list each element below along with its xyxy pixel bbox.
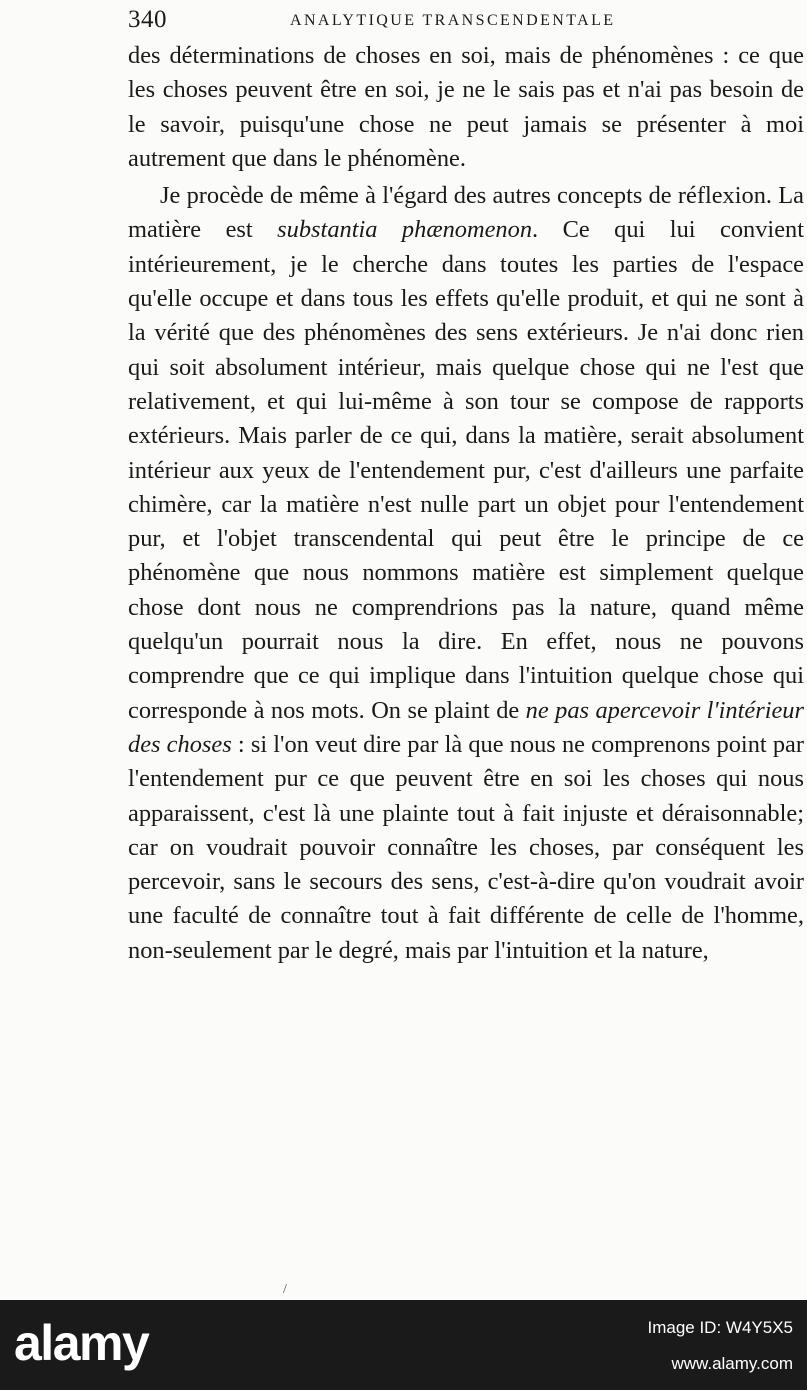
italic-substantia-phaenomenon: substantia phænomenon bbox=[277, 216, 533, 244]
italic-interieur-des-choses: ne pas apercevoir l'intérieur des choses bbox=[128, 696, 804, 758]
watermark-url: www.alamy.com bbox=[671, 1354, 793, 1373]
body-text bbox=[128, 39, 804, 968]
image-id-label: Image ID: W4Y5X5 bbox=[647, 1318, 793, 1337]
watermark-bar bbox=[0, 1300, 807, 1390]
stray-ink-mark: / bbox=[283, 1282, 287, 1297]
paragraph-2 bbox=[128, 179, 804, 968]
paragraph-2-part-b: . Ce qui lui convient intérieurement, je le cherche dans toutes les parties de l'espace qu'elle occupe et dans tous les effets qu'elle produit, et qui ne sont à la vérité que des phénomènes des sens extérieurs. Je n'ai donc rien qui soit absolument intérieur, mais quelque chose qui ne l'est que relativement, et qui lui-même à son tour se compose de rapports extérieurs. Mais parler de ce qui, dans la matière, serait absolument intérieur aux yeux de l'entendement pur, c'est d'ailleurs une parfaite chimère, car la matière n'est nulle part un objet pour l'entendement pur, et l'objet transcendental qui peut être le principe de ce phénomène que nous nommons matière est simplement quelque chose dont nous ne comprendrions pas la nature, quand même quelqu'un pourrait nous la dire. En effet, nous ne pouvons comprendre que ce qui implique dans l'intuition quelque chose qui corresponde à nos mots. On se plaint de bbox=[128, 216, 804, 724]
page-number: 340 bbox=[128, 6, 167, 33]
alamy-logo: alamy bbox=[14, 1315, 149, 1371]
paragraph-2-part-c: : si l'on veut dire par là que nous ne comprenons point par l'entendement pur ce que peuvent être en soi les choses qui nous apparaissent, c'est là une plainte tout à fait injuste et déraisonnable; car on voudrait pouvoir connaître les choses, par conséquent les percevoir, sans le secours des sens, c'est-à-dire qu'on voudrait avoir une faculté de connaître tout à fait différente de celle de l'homme, non-seulement par le degré, mais par l'intuition et la nature, bbox=[128, 730, 804, 964]
running-head: ANALYTIQUE TRANSCENDENTALE bbox=[290, 12, 616, 29]
page-header bbox=[128, 6, 804, 40]
paragraph-2-part-a: Je procède de même à l'égard des autres concepts de réflexion. La matière est bbox=[128, 182, 804, 244]
paragraph-1: des déterminations de choses en soi, mais de phénomènes : ce que les choses peuvent être en soi, je ne le sais pas et n'ai pas besoin de le savoir, puisqu'une chose ne peut jamais se présenter à moi autrement que dans le phénomène. bbox=[128, 42, 804, 172]
